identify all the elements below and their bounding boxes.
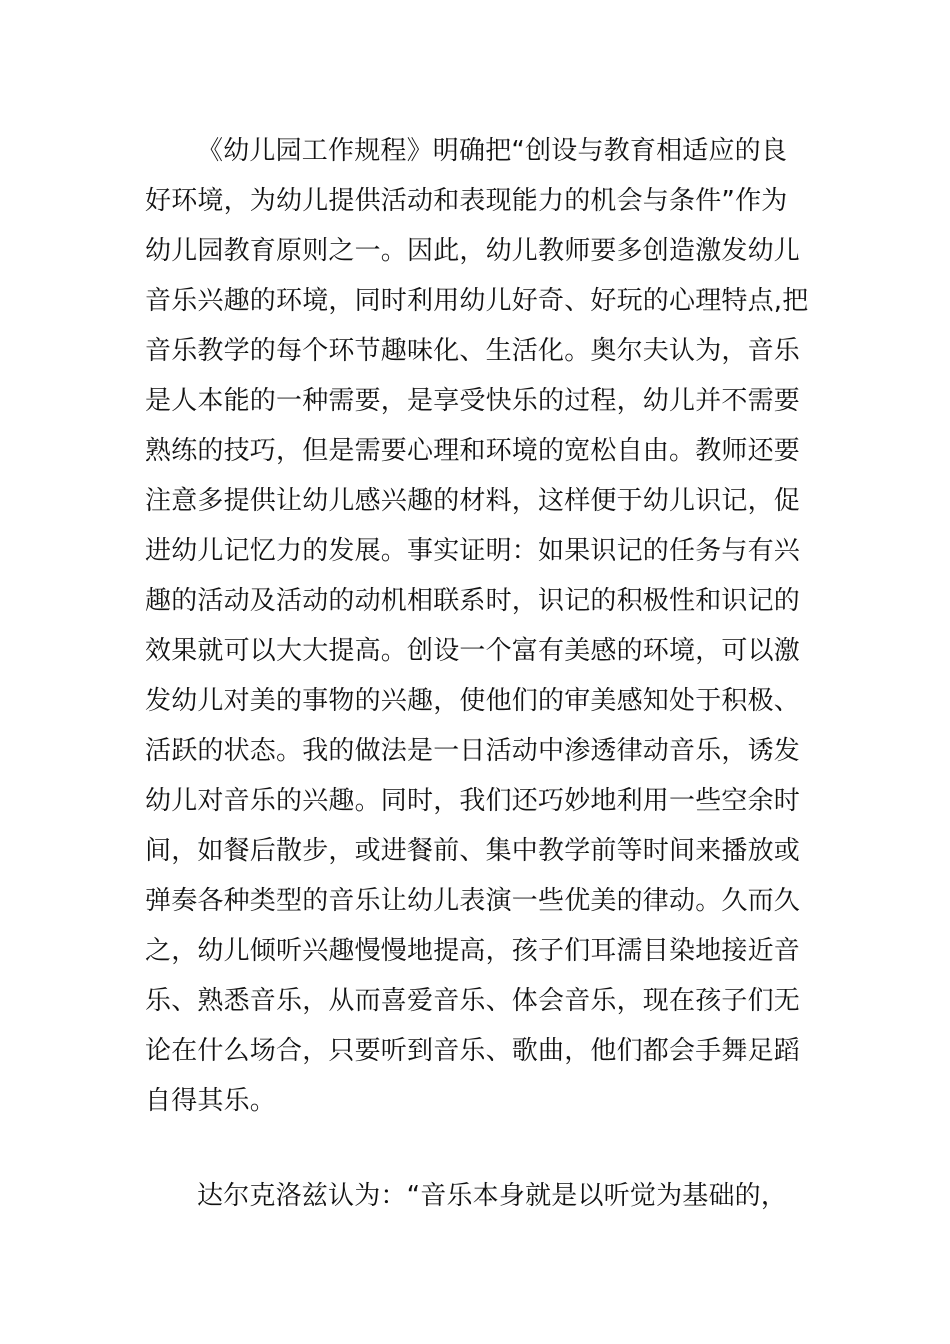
text-line: 是人本能的一种需要，是享受快乐的过程，幼儿并不需要 [145,386,801,416]
text-line: 音乐教学的每个环节趣味化、生活化。奥尔夫认为，音乐 [145,336,801,366]
text-line: 乐、熟悉音乐，从而喜爱音乐、体会音乐，现在孩子们无 [145,986,801,1016]
text-line: 注意多提供让幼儿感兴趣的材料，这样便于幼儿识记，促 [145,486,801,516]
text-line: 活跃的状态。我的做法是一日活动中渗透律动音乐，诱发 [145,736,801,766]
paragraph-dalcroze-quote [145,1171,810,1221]
text-line: 弹奏各种类型的音乐让幼儿表演一些优美的律动。久而久 [145,886,801,916]
text-line: 发幼儿对美的事物的兴趣，使他们的审美感知处于积极、 [145,686,801,716]
paragraph-music-environment [145,126,810,1126]
text-line: 熟练的技巧，但是需要心理和环境的宽松自由。教师还要 [145,436,801,466]
text-line: 之，幼儿倾听兴趣慢慢地提高，孩子们耳濡目染地接近音 [145,936,801,966]
text-line: 达尔克洛兹认为：“音乐本身就是以听觉为基础的， [197,1181,788,1211]
text-line: 自得其乐。 [145,1086,277,1116]
text-line: 进幼儿记忆力的发展。事实证明：如果识记的任务与有兴 [145,536,801,566]
text-line: 音乐兴趣的环境，同时利用幼儿好奇、好玩的心理特点,把 [145,286,809,316]
text-line: 幼儿对音乐的兴趣。同时，我们还巧妙地利用一些空余时 [145,786,801,816]
text-line: 趣的活动及活动的动机相联系时，识记的积极性和识记的 [145,586,801,616]
text-line: 间，如餐后散步，或进餐前、集中教学前等时间来播放或 [145,836,801,866]
text-line: 效果就可以大大提高。创设一个富有美感的环境，可以激 [145,636,801,666]
text-line: 幼儿园教育原则之一。因此，幼儿教师要多创造激发幼儿 [145,236,801,266]
text-line: 好环境，为幼儿提供活动和表现能力的机会与条件”作为 [145,186,788,216]
text-line: 《幼儿园工作规程》明确把“创设与教育相适应的良 [197,136,788,166]
text-line: 论在什么场合，只要听到音乐、歌曲，他们都会手舞足蹈 [145,1036,801,1066]
